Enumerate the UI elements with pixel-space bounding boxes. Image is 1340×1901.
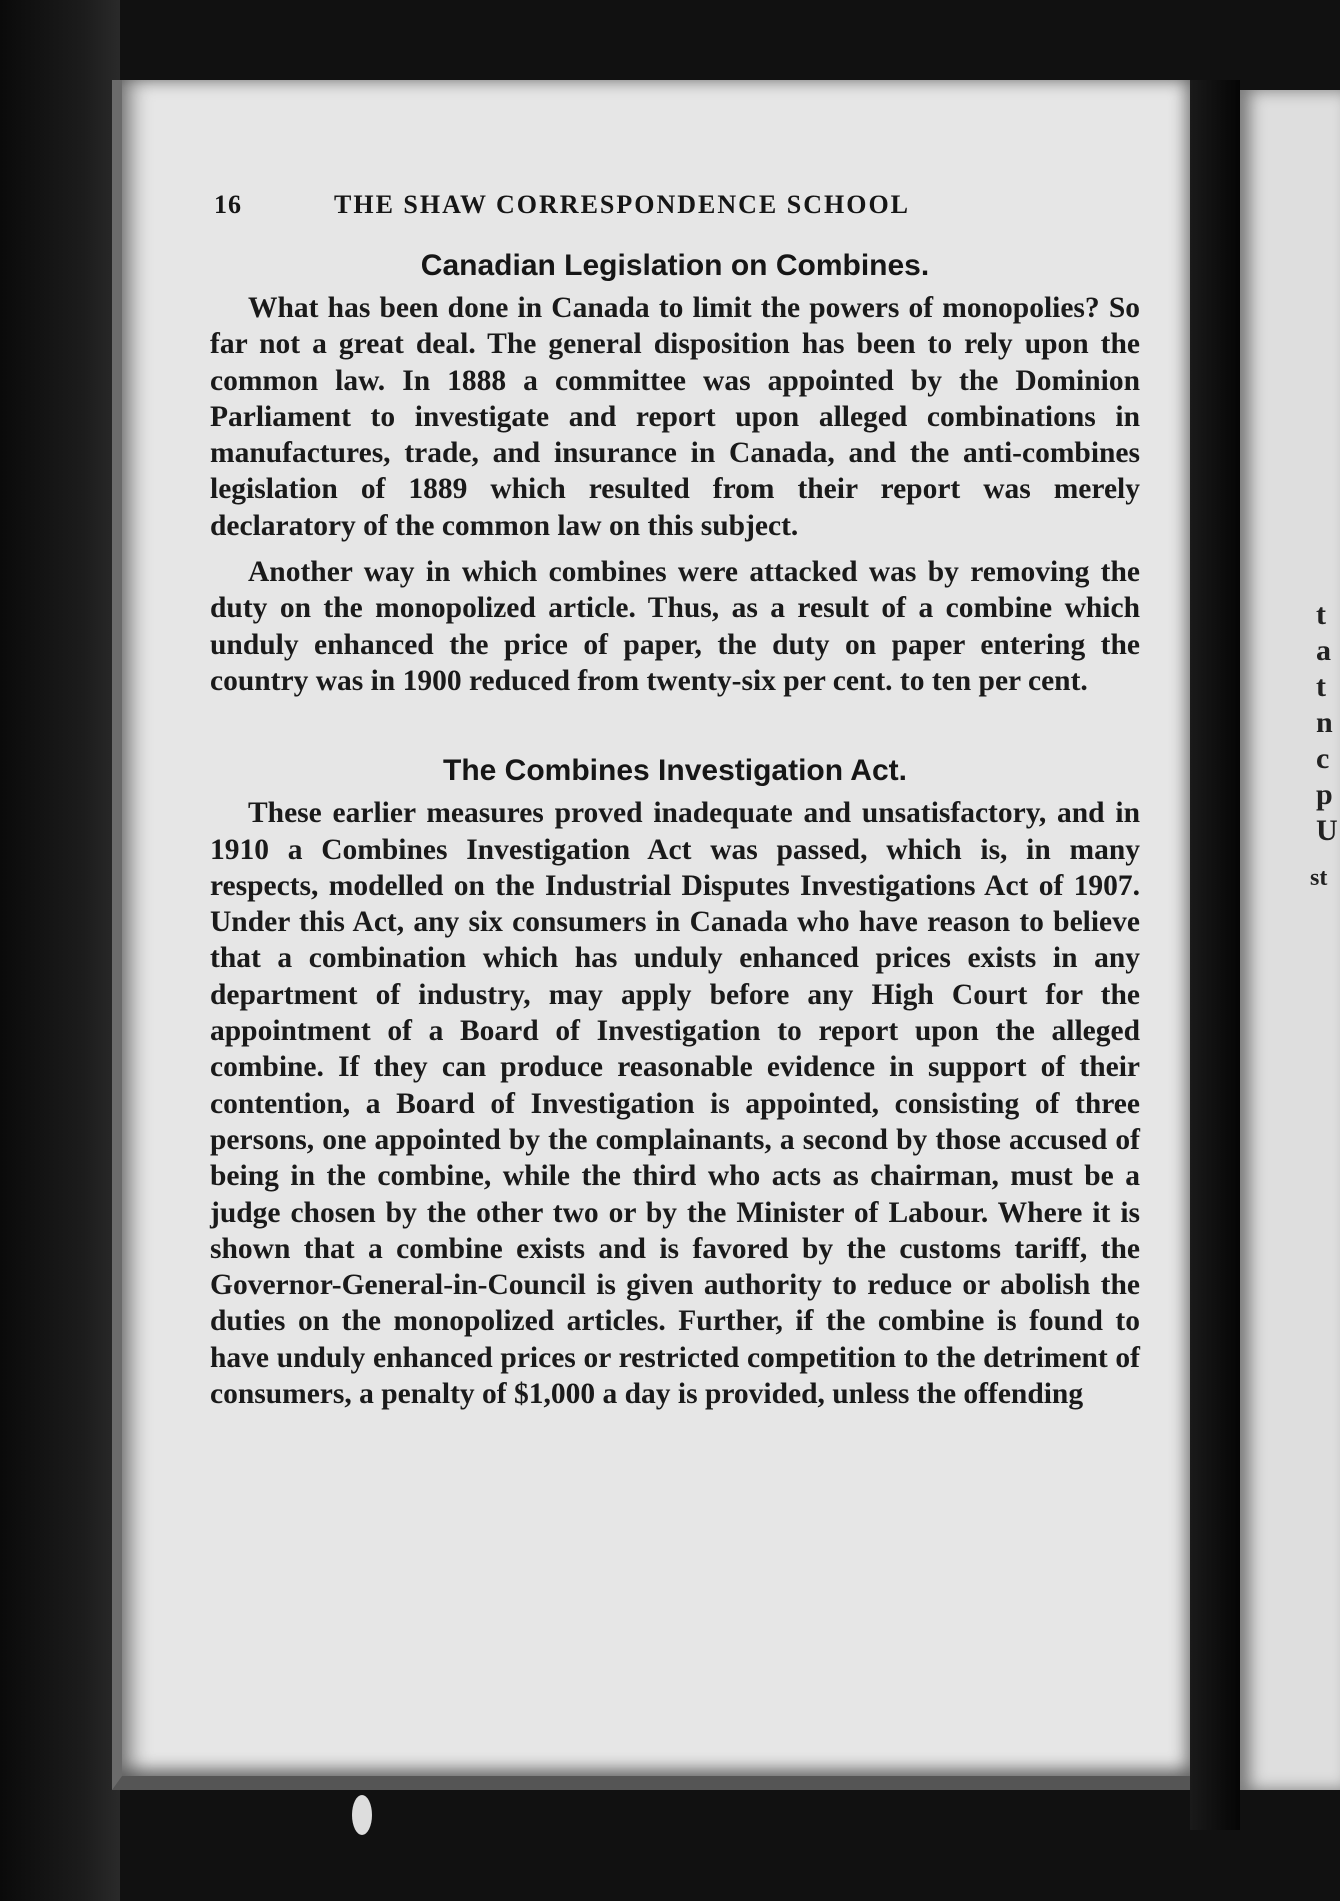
page-content <box>210 190 1140 1412</box>
running-head <box>214 190 1140 220</box>
adjacent-page-fragment: t <box>1316 670 1326 703</box>
adjacent-page-fragment: a <box>1316 634 1331 667</box>
adjacent-page-fragment: p <box>1316 778 1333 811</box>
body-paragraph: Another way in which combines were attacked was by removing the duty on the monopolized article. Thus, as a result of a combine which unduly enhanced the price of paper, the duty on paper entering the country was in 1900 reduced from twenty-six per cent. to ten per cent. <box>210 556 1140 697</box>
adjacent-page-fragment: c <box>1316 742 1330 775</box>
page-number: 16 <box>214 190 242 219</box>
adjacent-page-fragment: st <box>1310 865 1328 891</box>
adjacent-page-edge <box>1240 90 1340 1790</box>
scan-background-left <box>0 0 120 1901</box>
section-heading: The Combines Investigation Act. <box>443 754 907 788</box>
scan-artifact <box>352 1795 372 1835</box>
body-paragraph: These earlier measures proved inadequate and unsatisfactory, and in 1910 a Combines Investigation Act was passed, which is, in many respects, modelled on the Industrial Disputes Investigations Act of 1907. Under this Act, any six consumers in Canada who have reason to believe that a combination which has unduly enhanced prices exists in any department of industry, may apply before any High Court for the appointment of a Board of Investigation to report upon the alleged combine. If they can produce reasonable evidence in support of their contention, a Board of Investigation is appointed, consisting of three persons, one appointed by the complainants, a second by those accused of being in the combine, while the third who acts as chairman, must be a judge chosen by the other two or by the Minister of Labour. Where it is shown that a combine exists and is favored by the customs tariff, the Governor-General-in-Council is given authority to reduce or abolish the duties on the monopolized articles. Further, if the combine is found to have unduly enhanced prices or restricted competition to the detriment of consumers, a penalty of $1,000 a day is provided, unless the offending <box>210 797 1140 1411</box>
adjacent-page-fragment: t <box>1316 598 1326 631</box>
section-heading: Canadian Legislation on Combines. <box>420 249 930 282</box>
book-spine <box>1190 80 1240 1830</box>
adjacent-page-fragment: U <box>1316 814 1338 847</box>
running-head-title: THE SHAW CORRESPONDENCE SCHOOL <box>334 190 911 219</box>
adjacent-page-fragment: n <box>1316 706 1333 739</box>
body-paragraph: What has been done in Canada to limit the powers of monopolies? So far not a great deal. The general disposition has been to rely upon the common law. In 1888 a committee was appointed by the Dominion Parliament to investigate and report upon alleged combinations in manufactures, trade, and insurance in Canada, and the anti-combines legislation of 1889 which resulted from their report was merely declaratory of the common law on this subject. <box>210 292 1140 542</box>
